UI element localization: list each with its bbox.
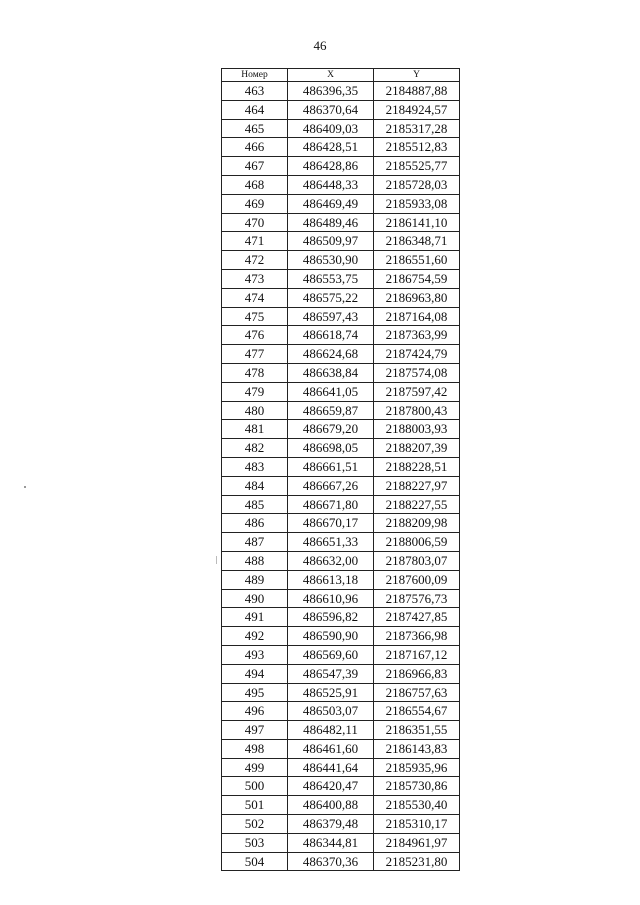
cell-y: 2185728,03 — [374, 175, 460, 194]
cell-x: 486632,00 — [288, 551, 374, 570]
table-row — [222, 213, 460, 232]
cell-x: 486575,22 — [288, 288, 374, 307]
cell-y: 2186348,71 — [374, 232, 460, 251]
cell-y: 2186963,80 — [374, 288, 460, 307]
cell-number: 485 — [222, 495, 288, 514]
cell-x: 486624,68 — [288, 345, 374, 364]
cell-x: 486379,48 — [288, 815, 374, 834]
cell-x: 486659,87 — [288, 401, 374, 420]
cell-number: 488 — [222, 551, 288, 570]
cell-y: 2187363,99 — [374, 326, 460, 345]
cell-number: 478 — [222, 363, 288, 382]
table-row — [222, 382, 460, 401]
column-header-number: Номер — [222, 69, 288, 82]
cell-x: 486503,07 — [288, 702, 374, 721]
cell-y: 2188227,55 — [374, 495, 460, 514]
cell-x: 486638,84 — [288, 363, 374, 382]
table-row — [222, 476, 460, 495]
cell-x: 486448,33 — [288, 175, 374, 194]
cell-x: 486679,20 — [288, 420, 374, 439]
cell-y: 2188209,98 — [374, 514, 460, 533]
cell-y: 2188227,97 — [374, 476, 460, 495]
cell-y: 2184924,57 — [374, 100, 460, 119]
cell-number: 469 — [222, 194, 288, 213]
cell-number: 501 — [222, 796, 288, 815]
cell-y: 2188003,93 — [374, 420, 460, 439]
table-row — [222, 664, 460, 683]
table-row — [222, 739, 460, 758]
cell-number: 474 — [222, 288, 288, 307]
table-row — [222, 288, 460, 307]
cell-x: 486596,82 — [288, 608, 374, 627]
table-row — [222, 175, 460, 194]
table-row — [222, 589, 460, 608]
cell-y: 2187800,43 — [374, 401, 460, 420]
cell-number: 494 — [222, 664, 288, 683]
cell-number: 497 — [222, 721, 288, 740]
table-row — [222, 533, 460, 552]
table-row — [222, 138, 460, 157]
cell-x: 486547,39 — [288, 664, 374, 683]
cell-x: 486610,96 — [288, 589, 374, 608]
table-row — [222, 645, 460, 664]
cell-y: 2187366,98 — [374, 627, 460, 646]
column-header-x: X — [288, 69, 374, 82]
table-row — [222, 514, 460, 533]
cell-y: 2186757,63 — [374, 683, 460, 702]
cell-number: 484 — [222, 476, 288, 495]
table-row — [222, 852, 460, 871]
cell-x: 486670,17 — [288, 514, 374, 533]
cell-x: 486396,35 — [288, 82, 374, 101]
table-row — [222, 495, 460, 514]
cell-x: 486553,75 — [288, 269, 374, 288]
table-row — [222, 702, 460, 721]
cell-number: 464 — [222, 100, 288, 119]
cell-number: 465 — [222, 119, 288, 138]
cell-x: 486569,60 — [288, 645, 374, 664]
cell-x: 486469,49 — [288, 194, 374, 213]
table-row — [222, 420, 460, 439]
cell-y: 2187424,79 — [374, 345, 460, 364]
cell-number: 496 — [222, 702, 288, 721]
table-body — [222, 82, 460, 871]
scan-mark — [216, 556, 217, 564]
table-row — [222, 796, 460, 815]
table-row — [222, 269, 460, 288]
cell-number: 468 — [222, 175, 288, 194]
cell-x: 486651,33 — [288, 533, 374, 552]
table-row — [222, 363, 460, 382]
cell-y: 2188228,51 — [374, 457, 460, 476]
cell-y: 2184961,97 — [374, 833, 460, 852]
cell-number: 475 — [222, 307, 288, 326]
cell-y: 2188207,39 — [374, 439, 460, 458]
page-number: 46 — [313, 38, 327, 53]
cell-x: 486667,26 — [288, 476, 374, 495]
cell-x: 486441,64 — [288, 758, 374, 777]
table-row — [222, 777, 460, 796]
cell-number: 493 — [222, 645, 288, 664]
cell-y: 2185512,83 — [374, 138, 460, 157]
scan-speck — [24, 486, 26, 488]
cell-y: 2185525,77 — [374, 157, 460, 176]
coordinates-table — [221, 68, 460, 871]
cell-y: 2186754,59 — [374, 269, 460, 288]
cell-x: 486489,46 — [288, 213, 374, 232]
cell-y: 2187597,42 — [374, 382, 460, 401]
cell-x: 486597,43 — [288, 307, 374, 326]
table-row — [222, 82, 460, 101]
cell-number: 471 — [222, 232, 288, 251]
cell-number: 476 — [222, 326, 288, 345]
cell-y: 2186966,83 — [374, 664, 460, 683]
table-row — [222, 100, 460, 119]
cell-number: 480 — [222, 401, 288, 420]
column-header-y: Y — [374, 69, 460, 82]
table-row — [222, 627, 460, 646]
cell-number: 499 — [222, 758, 288, 777]
cell-x: 486428,51 — [288, 138, 374, 157]
cell-x: 486400,88 — [288, 796, 374, 815]
cell-number: 495 — [222, 683, 288, 702]
table-row — [222, 326, 460, 345]
cell-x: 486590,90 — [288, 627, 374, 646]
table-row — [222, 307, 460, 326]
cell-x: 486428,86 — [288, 157, 374, 176]
cell-number: 490 — [222, 589, 288, 608]
table-row — [222, 345, 460, 364]
cell-y: 2186143,83 — [374, 739, 460, 758]
cell-number: 466 — [222, 138, 288, 157]
cell-number: 500 — [222, 777, 288, 796]
cell-number: 487 — [222, 533, 288, 552]
cell-number: 470 — [222, 213, 288, 232]
table-row — [222, 608, 460, 627]
cell-y: 2187576,73 — [374, 589, 460, 608]
cell-number: 483 — [222, 457, 288, 476]
cell-y: 2185231,80 — [374, 852, 460, 871]
cell-x: 486641,05 — [288, 382, 374, 401]
cell-y: 2184887,88 — [374, 82, 460, 101]
table-row — [222, 551, 460, 570]
table-row — [222, 157, 460, 176]
cell-x: 486530,90 — [288, 251, 374, 270]
cell-number: 486 — [222, 514, 288, 533]
cell-x: 486482,11 — [288, 721, 374, 740]
cell-number: 504 — [222, 852, 288, 871]
cell-number: 477 — [222, 345, 288, 364]
cell-number: 472 — [222, 251, 288, 270]
cell-y: 2185933,08 — [374, 194, 460, 213]
cell-x: 486344,81 — [288, 833, 374, 852]
table-row — [222, 232, 460, 251]
cell-y: 2187164,08 — [374, 307, 460, 326]
cell-x: 486370,36 — [288, 852, 374, 871]
cell-number: 491 — [222, 608, 288, 627]
table-row — [222, 758, 460, 777]
table-row — [222, 194, 460, 213]
cell-y: 2187167,12 — [374, 645, 460, 664]
table-row — [222, 833, 460, 852]
cell-y: 2185730,86 — [374, 777, 460, 796]
cell-number: 481 — [222, 420, 288, 439]
cell-x: 486698,05 — [288, 439, 374, 458]
cell-y: 2186141,10 — [374, 213, 460, 232]
table-header-row — [222, 69, 460, 82]
table-row — [222, 401, 460, 420]
cell-x: 486661,51 — [288, 457, 374, 476]
cell-y: 2186551,60 — [374, 251, 460, 270]
cell-y: 2185530,40 — [374, 796, 460, 815]
table-row — [222, 457, 460, 476]
cell-y: 2187427,85 — [374, 608, 460, 627]
cell-y: 2186554,67 — [374, 702, 460, 721]
cell-x: 486509,97 — [288, 232, 374, 251]
cell-x: 486525,91 — [288, 683, 374, 702]
cell-x: 486618,74 — [288, 326, 374, 345]
cell-number: 503 — [222, 833, 288, 852]
cell-x: 486420,47 — [288, 777, 374, 796]
cell-y: 2185935,96 — [374, 758, 460, 777]
cell-y: 2185310,17 — [374, 815, 460, 834]
cell-y: 2186351,55 — [374, 721, 460, 740]
cell-number: 479 — [222, 382, 288, 401]
cell-y: 2187600,09 — [374, 570, 460, 589]
cell-number: 492 — [222, 627, 288, 646]
table-row — [222, 721, 460, 740]
cell-x: 486671,80 — [288, 495, 374, 514]
cell-y: 2188006,59 — [374, 533, 460, 552]
table-row — [222, 815, 460, 834]
cell-x: 486370,64 — [288, 100, 374, 119]
cell-number: 498 — [222, 739, 288, 758]
table-row — [222, 683, 460, 702]
cell-x: 486461,60 — [288, 739, 374, 758]
cell-y: 2187574,08 — [374, 363, 460, 382]
cell-y: 2185317,28 — [374, 119, 460, 138]
cell-x: 486613,18 — [288, 570, 374, 589]
cell-number: 502 — [222, 815, 288, 834]
cell-number: 467 — [222, 157, 288, 176]
cell-number: 489 — [222, 570, 288, 589]
table-row — [222, 570, 460, 589]
table-row — [222, 439, 460, 458]
table-row — [222, 119, 460, 138]
cell-x: 486409,03 — [288, 119, 374, 138]
cell-number: 473 — [222, 269, 288, 288]
cell-number: 463 — [222, 82, 288, 101]
cell-number: 482 — [222, 439, 288, 458]
cell-y: 2187803,07 — [374, 551, 460, 570]
table-row — [222, 251, 460, 270]
